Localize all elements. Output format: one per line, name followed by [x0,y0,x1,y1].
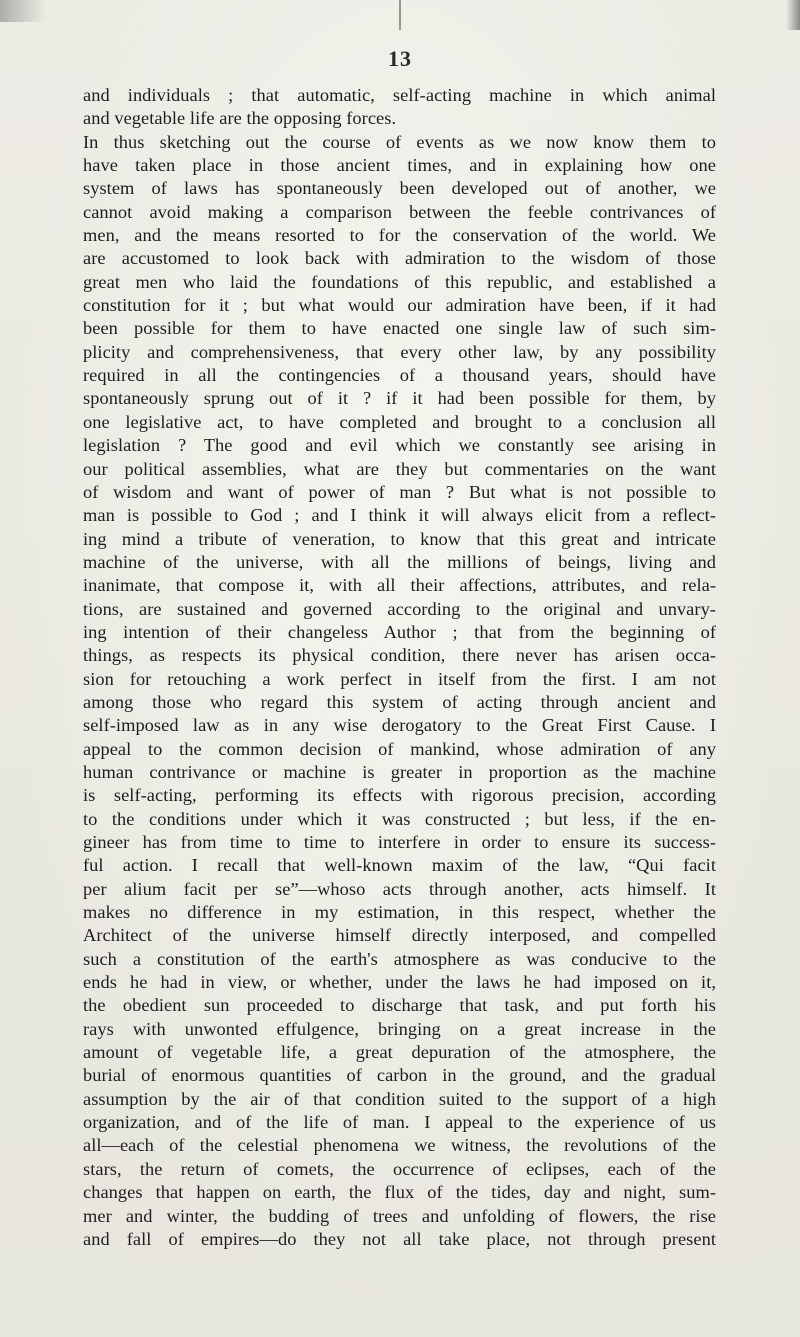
text-line: to the conditions under which it was constructed ; but less, if the en- [83,808,716,829]
text-line: system of laws has spontaneously been developed out of another, we [83,178,716,199]
text-line: sion for retouching a work perfect in itself from the first. I am not [83,668,716,689]
text-line: In thus sketching out the course of events as we now know them to [83,131,716,152]
text-line: per alium facit per se”—whoso acts through another, acts himself. It [83,878,716,899]
scan-edge-shadow-left [0,0,46,22]
text-line: men, and the means resorted to for the conservation of the world. We [83,225,716,246]
text-line: ful action. I recall that well-known maxim of the law, “Qui facit [83,855,716,876]
text-line: makes no difference in my estimation, in this respect, whether the [83,902,716,923]
text-line: of wisdom and want of power of man ? But what is not possible to [83,481,716,502]
text-line: amount of vegetable life, a great depuration of the atmosphere, the [83,1042,716,1063]
page-crease-mark [399,0,401,30]
page-number: 13 [388,46,412,71]
text-line: rays with unwonted effulgence, bringing on a great increase in the [83,1018,716,1039]
text-line: been possible for them to have enacted one single law of such sim- [83,318,716,339]
text-line: inanimate, that compose it, with all their affections, attributes, and rela- [83,575,716,596]
text-line: self-imposed law as in any wise derogatory to the Great First Cause. I [83,715,716,736]
text-line: all—each of the celestial phenomena we witness, the revolutions of the [83,1135,716,1156]
text-line: Architect of the universe himself directly interposed, and compelled [83,925,716,946]
text-line: constitution for it ; but what would our admiration have been, if it had [83,295,716,316]
text-line: changes that happen on earth, the flux of the tides, day and night, sum- [83,1182,716,1203]
text-line: such a constitution of the earth's atmosphere as was conducive to the [83,948,716,969]
text-line: and vegetable life are the opposing forces. [83,108,397,129]
text-line: appeal to the common decision of mankind, whose admiration of any [83,738,716,759]
text-line: plicity and comprehensiveness, that every other law, by any possibility [83,341,716,362]
text-line: and fall of empires—do they not all take place, not through present [83,1228,716,1249]
text-line: ing intention of their changeless Author ; that from the beginning of [83,621,716,642]
text-line: required in all the contingencies of a thousand years, should have [83,365,716,386]
text-line: mer and winter, the budding of trees and unfolding of flowers, the rise [83,1205,716,1226]
text-line: gineer has from time to time to interfere in order to ensure its success- [83,832,716,852]
text-line: among those who regard this system of acting through ancient and [83,691,716,712]
text-line: stars, the return of comets, the occurrence of eclipses, each of the [83,1158,716,1179]
text-line: ends he had in view, or whether, under the laws he had imposed on it, [83,972,716,993]
text-line: great men who laid the foundations of this republic, and established a [83,271,716,292]
text-line: tions, are sustained and governed according to the original and unvary- [83,598,716,619]
text-line: ing mind a tribute of veneration, to know that this great and intricate [83,528,716,549]
text-line: things, as respects its physical condition, there never has arisen occa- [83,645,716,666]
text-line: have taken place in those ancient times, and in explaining how one [83,155,716,176]
text-line: assumption by the air of that condition suited to the support of a high [83,1088,716,1109]
scan-edge-shadow-right [786,0,800,30]
text-line: the obedient sun proceeded to discharge that task, and put forth his [83,995,716,1016]
text-line: human contrivance or machine is greater in proportion as the machine [83,761,716,782]
text-line: is self-acting, performing its effects with rigorous precision, according [83,785,716,806]
text-line: legislation ? The good and evil which we constantly see arising in [83,435,716,456]
text-line: burial of enormous quantities of carbon in the ground, and the gradual [83,1065,716,1086]
text-line: and individuals ; that automatic, self-acting machine in which animal [83,85,716,105]
text-line: cannot avoid making a comparison between the feeble contrivances of [83,201,716,222]
text-line: organization, and of the life of man. I appeal to the experience of us [83,1112,716,1133]
text-line: one legislative act, to have completed and brought to a conclusion all [83,411,716,432]
text-line: spontaneously sprung out of it ? if it had been possible for them, by [83,388,716,409]
body-text [83,84,716,1251]
text-line: our political assemblies, what are they but commentaries on the want [83,458,716,479]
text-line: are accustomed to look back with admiration to the wisdom of those [83,248,716,269]
text-line: machine of the universe, with all the millions of beings, living and [83,551,716,572]
text-line: man is possible to God ; and I think it will always elicit from a reflect- [83,505,716,526]
